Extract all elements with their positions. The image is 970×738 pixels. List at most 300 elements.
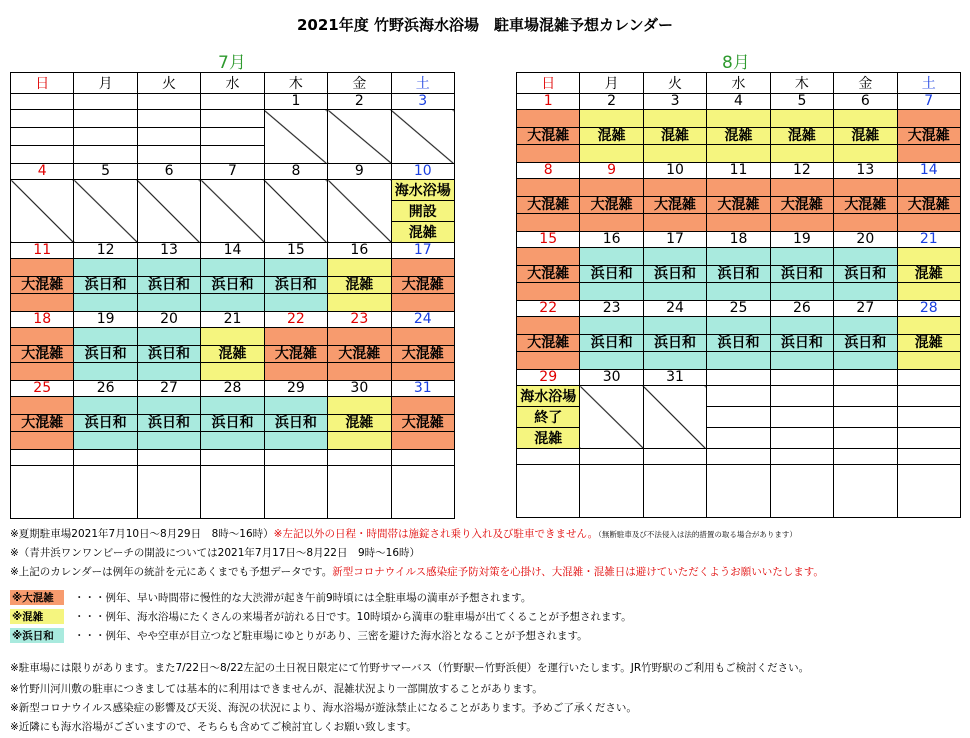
empty-cell	[137, 146, 200, 164]
no-parking-cell	[264, 180, 327, 243]
congestion-band	[834, 283, 897, 301]
congestion-label: 浜日和	[707, 335, 770, 352]
congestion-band	[770, 352, 833, 370]
day-number: 27	[834, 301, 897, 317]
congestion-band	[643, 214, 706, 232]
legend-hamabiyori: ※浜日和 ・・・例年、やや空車が目立つなど駐車場にゆとりがあり、三密を避けた海水浴となることが予想されます。	[12, 630, 588, 642]
congestion-band	[897, 179, 960, 197]
congestion-band	[770, 179, 833, 197]
no-parking-cell	[328, 110, 391, 164]
spacer-cell	[643, 465, 706, 518]
empty-cell	[770, 428, 833, 449]
congestion-band	[328, 259, 391, 277]
congestion-label: 混雑	[643, 128, 706, 145]
day-number: 27	[137, 381, 200, 397]
spacer-cell	[11, 450, 74, 466]
congestion-band	[264, 363, 327, 381]
congestion-band	[391, 432, 454, 450]
congestion-band	[580, 179, 643, 197]
day-number: 28	[897, 301, 960, 317]
day-number: 22	[264, 312, 327, 328]
congestion-label: 浜日和	[770, 266, 833, 283]
day-number: 31	[643, 370, 706, 386]
congestion-band	[770, 145, 833, 163]
weekday-header: 月	[580, 73, 643, 94]
empty-cell	[11, 128, 74, 146]
weekday-header: 日	[11, 73, 74, 94]
congestion-band	[834, 179, 897, 197]
day-number: 25	[11, 381, 74, 397]
congestion-band	[834, 248, 897, 266]
day-number: 18	[11, 312, 74, 328]
day-number: 24	[643, 301, 706, 317]
day-number: 1	[517, 94, 580, 110]
congestion-band	[707, 214, 770, 232]
day-number: 11	[707, 163, 770, 179]
congestion-band	[643, 110, 706, 128]
day-number: 12	[74, 243, 137, 259]
congestion-band	[391, 397, 454, 415]
congestion-label: 大混雑	[643, 197, 706, 214]
congestion-label: 大混雑	[391, 277, 454, 294]
congestion-band	[580, 352, 643, 370]
congestion-band	[834, 145, 897, 163]
day-number: 20	[137, 312, 200, 328]
congestion-band	[580, 110, 643, 128]
day-number: 19	[770, 232, 833, 248]
season-info-cell: 海水浴場	[517, 386, 580, 407]
congestion-band	[834, 214, 897, 232]
congestion-band	[74, 432, 137, 450]
congestion-label: 浜日和	[580, 335, 643, 352]
day-number: 7	[201, 164, 264, 180]
day-number	[834, 370, 897, 386]
congestion-band	[74, 328, 137, 346]
congestion-band	[137, 432, 200, 450]
day-number: 9	[580, 163, 643, 179]
congestion-band	[517, 145, 580, 163]
empty-cell	[834, 428, 897, 449]
day-number: 10	[391, 164, 454, 180]
congestion-label: 大混雑	[897, 197, 960, 214]
empty-cell	[834, 407, 897, 428]
footer-note-riverbed: ※竹野川河川敷の駐車につきましては基本的に利用はできませんが、混雑状況より一部開放することがあります。	[10, 683, 543, 695]
congestion-band	[770, 214, 833, 232]
congestion-band	[391, 259, 454, 277]
congestion-band	[897, 283, 960, 301]
day-number: 23	[328, 312, 391, 328]
congestion-label: 混雑	[328, 277, 391, 294]
day-number: 29	[517, 370, 580, 386]
july-month-label: 7月	[218, 53, 246, 73]
day-number: 13	[834, 163, 897, 179]
spacer-cell	[517, 465, 580, 518]
congestion-band	[328, 397, 391, 415]
july-calendar	[10, 72, 455, 519]
no-parking-cell	[580, 386, 643, 449]
day-number: 9	[328, 164, 391, 180]
congestion-band	[74, 363, 137, 381]
day-number: 31	[391, 381, 454, 397]
note-dog-beach: ※（青井浜ワンワンビーチの開設については2021年7月17日～8月22日 9時～16時）	[10, 547, 421, 559]
season-info-cell: 海水浴場	[391, 180, 454, 201]
day-number: 8	[517, 163, 580, 179]
no-parking-cell	[201, 180, 264, 243]
congestion-band	[770, 110, 833, 128]
day-number: 28	[201, 381, 264, 397]
congestion-band	[834, 317, 897, 335]
congestion-label: 大混雑	[391, 415, 454, 432]
day-number: 14	[897, 163, 960, 179]
season-info-cell: 開設	[391, 201, 454, 222]
congestion-band	[11, 328, 74, 346]
congestion-label: 浜日和	[74, 277, 137, 294]
congestion-label: 大混雑	[834, 197, 897, 214]
congestion-label: 浜日和	[770, 335, 833, 352]
congestion-band	[897, 145, 960, 163]
day-number: 21	[201, 312, 264, 328]
congestion-label: 大混雑	[11, 346, 74, 363]
spacer-cell	[897, 465, 960, 518]
day-number: 25	[707, 301, 770, 317]
congestion-band	[897, 214, 960, 232]
footer-note-covid: ※新型コロナウイルス感染症の影響及び天災、海況の状況により、海水浴場が遊泳禁止になることがあります。予めご了承ください。	[10, 702, 637, 714]
no-parking-cell	[11, 180, 74, 243]
empty-cell	[11, 110, 74, 128]
empty-cell	[834, 386, 897, 407]
congestion-band	[770, 248, 833, 266]
congestion-label: 大混雑	[264, 346, 327, 363]
spacer-cell	[834, 465, 897, 518]
congestion-label: 大混雑	[11, 277, 74, 294]
day-number	[137, 94, 200, 110]
congestion-label: 混雑	[201, 346, 264, 363]
congestion-band	[897, 317, 960, 335]
congestion-label: 大混雑	[517, 335, 580, 352]
footer-note-bus: ※駐車場には限りがあります。また7/22日～8/22左記の土日祝日限定にて竹野サマーバス（竹野駅ー竹野浜便）を運行いたします。JR竹野駅のご利用もご検討ください。	[10, 662, 810, 674]
day-number: 23	[580, 301, 643, 317]
weekday-header: 日	[517, 73, 580, 94]
congestion-band	[74, 397, 137, 415]
congestion-band	[517, 248, 580, 266]
no-parking-cell	[264, 110, 327, 164]
weekday-header: 金	[834, 73, 897, 94]
day-number: 26	[770, 301, 833, 317]
empty-cell	[897, 407, 960, 428]
spacer-cell	[707, 449, 770, 465]
congestion-band	[643, 283, 706, 301]
congestion-band	[74, 259, 137, 277]
congestion-band	[264, 328, 327, 346]
day-number: 16	[580, 232, 643, 248]
congestion-band	[201, 328, 264, 346]
congestion-label: 浜日和	[580, 266, 643, 283]
congestion-label: 混雑	[328, 415, 391, 432]
congestion-band	[201, 259, 264, 277]
day-number: 5	[74, 164, 137, 180]
weekday-header: 土	[391, 73, 454, 94]
day-number: 13	[137, 243, 200, 259]
day-number: 3	[643, 94, 706, 110]
congestion-band	[643, 145, 706, 163]
congestion-label: 浜日和	[707, 266, 770, 283]
day-number: 1	[264, 94, 327, 110]
footer-note-nearby: ※近隣にも海水浴場がございますので、そちらも含めてご検討宜しくお願い致します。	[10, 721, 417, 733]
congestion-label: 浜日和	[137, 415, 200, 432]
congestion-label: 浜日和	[264, 277, 327, 294]
congestion-label: 浜日和	[834, 266, 897, 283]
congestion-band	[264, 259, 327, 277]
day-number: 29	[264, 381, 327, 397]
spacer-cell	[834, 449, 897, 465]
congestion-band	[11, 294, 74, 312]
august-calendar	[516, 72, 961, 518]
spacer-cell	[580, 449, 643, 465]
spacer-cell	[391, 466, 454, 519]
weekday-header: 月	[74, 73, 137, 94]
congestion-label: 浜日和	[201, 415, 264, 432]
congestion-band	[643, 179, 706, 197]
day-number: 5	[770, 94, 833, 110]
day-number: 18	[707, 232, 770, 248]
congestion-band	[707, 179, 770, 197]
day-number: 30	[328, 381, 391, 397]
day-number: 15	[517, 232, 580, 248]
day-number: 26	[74, 381, 137, 397]
day-number: 6	[137, 164, 200, 180]
spacer-cell	[517, 449, 580, 465]
day-number: 11	[11, 243, 74, 259]
congestion-band	[580, 283, 643, 301]
legend-dai-konzatsu: ※大混雑 ・・・例年、早い時間帯に慢性的な大渋滞が起き午前9時頃には全駐車場の満車が予想されます。	[12, 592, 532, 604]
weekday-header: 火	[643, 73, 706, 94]
season-info-cell: 終了	[517, 407, 580, 428]
day-number	[201, 94, 264, 110]
spacer-cell	[74, 450, 137, 466]
spacer-cell	[897, 449, 960, 465]
congestion-label: 浜日和	[201, 277, 264, 294]
day-number	[74, 94, 137, 110]
congestion-band	[834, 110, 897, 128]
congestion-label: 混雑	[897, 266, 960, 283]
congestion-label: 大混雑	[707, 197, 770, 214]
day-number: 6	[834, 94, 897, 110]
congestion-band	[580, 214, 643, 232]
day-number: 24	[391, 312, 454, 328]
day-number: 16	[328, 243, 391, 259]
congestion-label: 混雑	[834, 128, 897, 145]
day-number: 22	[517, 301, 580, 317]
congestion-label: 大混雑	[11, 415, 74, 432]
spacer-cell	[201, 450, 264, 466]
congestion-label: 浜日和	[74, 346, 137, 363]
empty-cell	[74, 110, 137, 128]
congestion-band	[707, 352, 770, 370]
congestion-band	[328, 363, 391, 381]
congestion-band	[264, 294, 327, 312]
congestion-band	[11, 363, 74, 381]
congestion-label: 浜日和	[74, 415, 137, 432]
season-info-cell: 混雑	[517, 428, 580, 449]
congestion-label: 浜日和	[643, 335, 706, 352]
empty-cell	[707, 386, 770, 407]
spacer-cell	[770, 449, 833, 465]
season-info-cell: 混雑	[391, 222, 454, 243]
no-parking-cell	[328, 180, 391, 243]
congestion-band	[201, 432, 264, 450]
empty-cell	[770, 407, 833, 428]
congestion-band	[391, 328, 454, 346]
congestion-band	[11, 259, 74, 277]
congestion-band	[834, 352, 897, 370]
congestion-band	[643, 317, 706, 335]
congestion-label: 混雑	[580, 128, 643, 145]
congestion-band	[707, 283, 770, 301]
congestion-label: 浜日和	[137, 346, 200, 363]
congestion-label: 混雑	[770, 128, 833, 145]
legend-konzatsu: ※混雑 ・・・例年、海水浴場にたくさんの来場者が訪れる日です。10時頃から満車の駐車場が出てくることが予想されます。	[12, 611, 632, 623]
congestion-label: 大混雑	[897, 128, 960, 145]
congestion-label: 浜日和	[834, 335, 897, 352]
congestion-band	[517, 110, 580, 128]
congestion-label: 大混雑	[517, 266, 580, 283]
spacer-cell	[580, 465, 643, 518]
no-parking-cell	[137, 180, 200, 243]
congestion-band	[201, 294, 264, 312]
congestion-label: 混雑	[897, 335, 960, 352]
congestion-band	[264, 432, 327, 450]
spacer-cell	[770, 465, 833, 518]
spacer-cell	[328, 450, 391, 466]
congestion-band	[707, 145, 770, 163]
spacer-cell	[643, 449, 706, 465]
day-number: 7	[897, 94, 960, 110]
day-number: 21	[897, 232, 960, 248]
congestion-band	[897, 352, 960, 370]
congestion-band	[137, 259, 200, 277]
congestion-band	[264, 397, 327, 415]
spacer-cell	[137, 466, 200, 519]
day-number: 20	[834, 232, 897, 248]
empty-cell	[707, 407, 770, 428]
congestion-band	[137, 294, 200, 312]
no-parking-cell	[391, 110, 454, 164]
day-number: 2	[328, 94, 391, 110]
empty-cell	[897, 386, 960, 407]
empty-cell	[74, 146, 137, 164]
congestion-band	[517, 214, 580, 232]
congestion-label: 大混雑	[517, 197, 580, 214]
congestion-band	[11, 397, 74, 415]
congestion-band	[707, 317, 770, 335]
congestion-band	[74, 294, 137, 312]
congestion-label: 浜日和	[264, 415, 327, 432]
weekday-header: 土	[897, 73, 960, 94]
spacer-cell	[707, 465, 770, 518]
congestion-band	[580, 145, 643, 163]
congestion-band	[897, 248, 960, 266]
spacer-cell	[391, 450, 454, 466]
congestion-band	[517, 317, 580, 335]
august-month-label: 8月	[722, 53, 750, 73]
congestion-band	[897, 110, 960, 128]
day-number	[770, 370, 833, 386]
weekday-header: 木	[770, 73, 833, 94]
empty-cell	[897, 428, 960, 449]
congestion-band	[137, 397, 200, 415]
congestion-band	[707, 248, 770, 266]
congestion-band	[201, 397, 264, 415]
congestion-label: 浜日和	[643, 266, 706, 283]
congestion-band	[707, 110, 770, 128]
congestion-band	[517, 283, 580, 301]
congestion-band	[328, 328, 391, 346]
spacer-cell	[264, 450, 327, 466]
no-parking-cell	[74, 180, 137, 243]
congestion-label: 大混雑	[517, 128, 580, 145]
weekday-header: 金	[328, 73, 391, 94]
spacer-cell	[264, 466, 327, 519]
day-number: 4	[11, 164, 74, 180]
day-number: 2	[580, 94, 643, 110]
day-number: 17	[391, 243, 454, 259]
day-number: 8	[264, 164, 327, 180]
note-parking-period: ※夏期駐車場2021年7月10日～8月29日 8時～16時）※左記以外の日程・時間帯は施錠され乗り入れ及び駐車できません。（無断駐車及び不法侵入は法的措置の取る場合があります）	[10, 528, 797, 540]
spacer-cell	[74, 466, 137, 519]
day-number	[897, 370, 960, 386]
congestion-band	[580, 248, 643, 266]
day-number: 19	[74, 312, 137, 328]
weekday-header: 火	[137, 73, 200, 94]
day-number: 10	[643, 163, 706, 179]
congestion-band	[201, 363, 264, 381]
congestion-band	[643, 352, 706, 370]
congestion-band	[11, 432, 74, 450]
congestion-band	[137, 328, 200, 346]
empty-cell	[137, 110, 200, 128]
congestion-label: 大混雑	[770, 197, 833, 214]
day-number	[11, 94, 74, 110]
day-number: 15	[264, 243, 327, 259]
congestion-band	[770, 317, 833, 335]
congestion-band	[137, 363, 200, 381]
congestion-band	[328, 294, 391, 312]
day-number: 14	[201, 243, 264, 259]
empty-cell	[707, 428, 770, 449]
spacer-cell	[11, 466, 74, 519]
congestion-label: 混雑	[707, 128, 770, 145]
empty-cell	[201, 128, 264, 146]
weekday-header: 水	[201, 73, 264, 94]
empty-cell	[201, 110, 264, 128]
day-number: 17	[643, 232, 706, 248]
day-number: 12	[770, 163, 833, 179]
congestion-label: 浜日和	[137, 277, 200, 294]
congestion-label: 大混雑	[580, 197, 643, 214]
congestion-band	[391, 363, 454, 381]
spacer-cell	[201, 466, 264, 519]
empty-cell	[201, 146, 264, 164]
weekday-header: 水	[707, 73, 770, 94]
congestion-band	[328, 432, 391, 450]
congestion-band	[580, 317, 643, 335]
note-forecast: ※上記のカレンダーは例年の統計を元にあくまでも予想データです。新型コロナウイルス感染症予防対策を心掛け、大混雑・混雑日は避けていただくようお願いいたします。	[10, 566, 824, 578]
no-parking-cell	[643, 386, 706, 449]
empty-cell	[770, 386, 833, 407]
congestion-band	[391, 294, 454, 312]
congestion-band	[770, 283, 833, 301]
day-number: 3	[391, 94, 454, 110]
